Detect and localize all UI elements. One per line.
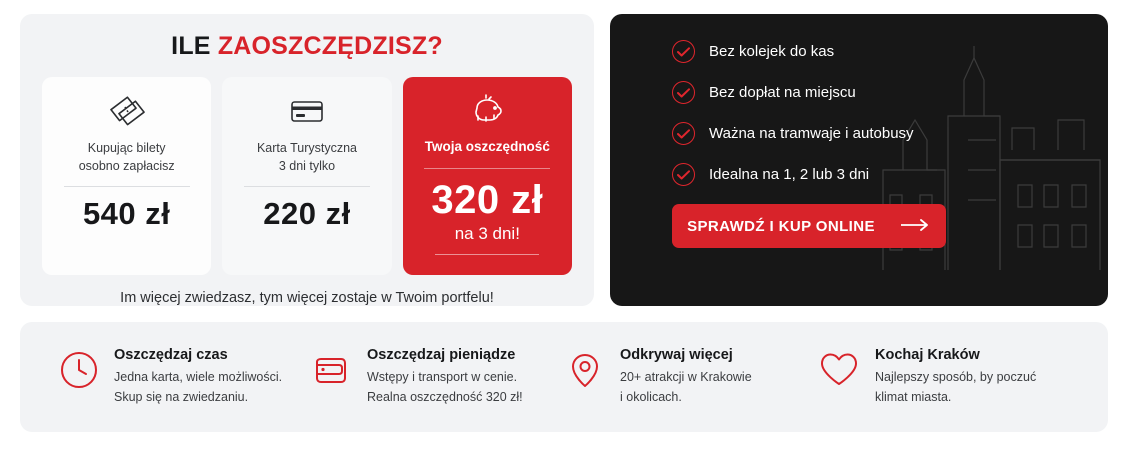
feature-desc-line2: klimat miasta. xyxy=(875,389,952,404)
feature-save-money xyxy=(311,347,564,407)
list-item xyxy=(672,40,1108,63)
savings-footer-note: Im więcej zwiedzasz, tym więcej zostaje w Twoim portfelu! xyxy=(120,290,494,306)
feature-text xyxy=(367,347,523,407)
feature-title: Oszczędzaj pieniądze xyxy=(367,347,516,364)
card-caption-line1: Twoja oszczędność xyxy=(424,139,550,154)
check-icon xyxy=(672,122,695,145)
card-caption-line2: 3 dni tylko xyxy=(278,159,336,174)
benefits-panel xyxy=(610,14,1108,306)
features-strip xyxy=(20,322,1108,432)
tickets-icon xyxy=(105,91,149,131)
feature-love-krakow xyxy=(817,347,1070,407)
cta-label: SPRAWDŹ I KUP ONLINE xyxy=(687,217,875,235)
title-highlight: ZAOSZCZĘDZISZ? xyxy=(217,32,443,60)
wallet-icon xyxy=(311,349,353,396)
divider xyxy=(64,186,190,187)
card-separate-tickets xyxy=(42,77,211,275)
list-item xyxy=(672,163,1108,186)
divider-bottom xyxy=(435,254,539,255)
check-icon xyxy=(672,81,695,104)
card-caption-line1: Karta Turystyczna xyxy=(256,141,358,155)
feature-desc xyxy=(367,368,523,407)
feature-desc-line1: Wstępy i transport w cenie. xyxy=(367,370,518,385)
card-your-savings xyxy=(403,77,572,275)
feature-desc-line2: Realna oszczędność 320 zł! xyxy=(367,389,523,404)
arrow-right-icon xyxy=(901,218,931,235)
title-prefix: ILE xyxy=(171,32,218,60)
feature-desc xyxy=(875,368,1036,407)
savings-cards xyxy=(42,77,572,275)
benefit-label: Ważna na tramwaje i autobusy xyxy=(709,125,914,142)
feature-title: Odkrywaj więcej xyxy=(620,347,733,364)
card-caption xyxy=(425,137,550,157)
list-item xyxy=(672,81,1108,104)
card-caption xyxy=(257,139,357,175)
feature-desc-line2: Skup się na zwiedzaniu. xyxy=(114,389,249,404)
card-tourist-card xyxy=(222,77,391,275)
feature-text xyxy=(114,347,282,407)
check-icon xyxy=(672,40,695,63)
benefit-label: Bez dopłat na miejscu xyxy=(709,84,856,101)
page-title xyxy=(42,32,572,61)
benefit-label: Idealna na 1, 2 lub 3 dni xyxy=(709,166,870,183)
heart-icon xyxy=(817,349,861,396)
clock-icon xyxy=(58,349,100,396)
feature-desc-line1: 20+ atrakcji w Krakowie xyxy=(620,370,752,385)
map-pin-icon xyxy=(564,349,606,396)
feature-text xyxy=(620,347,752,407)
feature-desc-line2: i okolicach. xyxy=(620,389,682,404)
list-item xyxy=(672,122,1108,145)
card-icon xyxy=(286,91,328,131)
divider xyxy=(424,168,550,169)
feature-save-time xyxy=(58,347,311,407)
card-amount: 540 zł xyxy=(82,196,171,232)
benefits-list xyxy=(672,40,1108,186)
card-caption xyxy=(79,139,175,175)
top-row xyxy=(20,14,1108,306)
feature-discover-more xyxy=(564,347,817,407)
card-subtext: na 3 dni! xyxy=(454,223,520,243)
card-amount: 320 zł xyxy=(431,177,544,222)
benefit-label: Bez kolejek do kas xyxy=(709,43,835,60)
savings-panel xyxy=(20,14,594,306)
feature-title: Oszczędzaj czas xyxy=(114,347,228,364)
check-icon xyxy=(672,163,695,186)
card-caption-line1: Kupując bilety xyxy=(87,141,166,155)
feature-title: Kochaj Kraków xyxy=(875,347,980,364)
card-caption-line2: osobno zapłacisz xyxy=(78,159,175,174)
divider xyxy=(244,186,370,187)
feature-desc-line1: Najlepszy sposób, by poczuć xyxy=(875,370,1037,385)
card-amount: 220 zł xyxy=(263,196,351,232)
buy-online-button[interactable] xyxy=(672,204,946,248)
feature-desc xyxy=(114,368,282,407)
feature-text xyxy=(875,347,1036,407)
feature-desc xyxy=(620,368,752,407)
piggy-bank-icon xyxy=(465,91,509,131)
feature-desc-line1: Jedna karta, wiele możliwości. xyxy=(114,370,283,385)
